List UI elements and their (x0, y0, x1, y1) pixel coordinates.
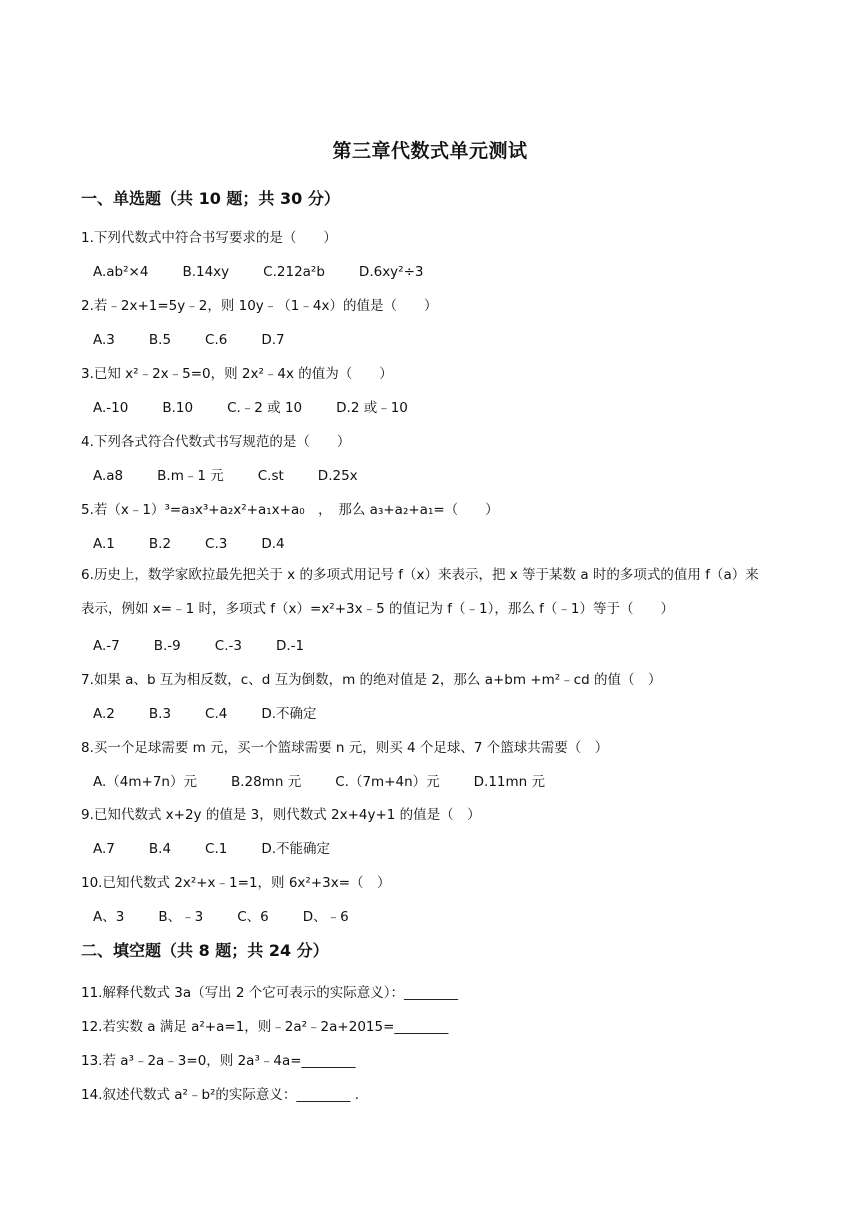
option-c: C.-3 (214, 638, 242, 654)
question-10: 10.已知代数式 2x²+x﹣1=1，则 6x²+3x=（ ） (81, 875, 391, 891)
option-d: D.2 或﹣10 (336, 400, 408, 416)
option-a: A.a8 (93, 468, 124, 484)
question-6-options (93, 636, 338, 656)
question-2: 2.若﹣2x+1=5y﹣2，则 10y﹣（1﹣4x）的值是（ ） (81, 298, 438, 314)
option-b: B.14xy (182, 264, 230, 280)
option-c: C.4 (205, 706, 228, 722)
option-c: C.st (257, 468, 284, 484)
option-c: C.（7m+4n）元 (335, 774, 440, 790)
question-13: 13.若 a³﹣2a﹣3=0，则 2a³﹣4a=________ (81, 1053, 356, 1069)
option-d: D.7 (261, 332, 285, 348)
option-b: B、﹣3 (158, 909, 204, 925)
question-7-options (93, 704, 351, 724)
option-a: A.1 (93, 536, 115, 552)
question-5: 5.若（x﹣1）³=a₃x³+a₂x²+a₁x+a₀ ， 那么 a₃+a₂+a₁=（ ） (81, 502, 499, 518)
option-b: B.5 (148, 332, 172, 348)
question-9-options (93, 839, 364, 859)
option-d: D、﹣6 (302, 909, 349, 925)
option-d: D.-1 (275, 638, 305, 654)
question-8-options (93, 772, 579, 792)
option-a: A.-7 (93, 638, 120, 654)
section-heading-single-choice: 一、单选题（共 10 题；共 30 分） (81, 189, 340, 208)
option-d: D.11mn 元 (473, 774, 546, 790)
option-b: B.3 (148, 706, 172, 722)
option-a: A.3 (93, 332, 115, 348)
question-14: 14.叙述代数式 a²﹣b²的实际意义：________ . (81, 1087, 360, 1103)
question-3-options (93, 398, 442, 418)
option-c: C.﹣2 或 10 (227, 400, 303, 416)
option-a: A.ab²×4 (93, 264, 149, 280)
question-10-options (93, 907, 383, 927)
option-d: D.6xy²÷3 (358, 264, 424, 280)
question-8: 8.买一个足球需要 m 元，买一个篮球需要 n 元，则买 4 个足球、7 个篮球共需要（ ） (81, 740, 609, 756)
option-b: B.4 (148, 841, 172, 857)
question-7: 7.如果 a、b 互为相反数，c、d 互为倒数，m 的绝对值是 2，那么 a+bm +m²﹣cd 的值（ ） (81, 672, 662, 688)
option-b: B.m﹣1 元 (157, 468, 224, 484)
question-4: 4.下列各式符合代数式书写规范的是（ ） (81, 434, 351, 450)
question-12: 12.若实数 a 满足 a²+a=1，则﹣2a²﹣2a+2015=________ (81, 1019, 449, 1035)
question-3: 3.已知 x²﹣2x﹣5=0，则 2x²﹣4x 的值为（ ） (81, 366, 393, 382)
option-b: B.10 (162, 400, 194, 416)
question-4-options (93, 466, 392, 486)
option-c: C.6 (205, 332, 228, 348)
section-heading-fill-blank: 二、填空题（共 8 题；共 24 分） (81, 941, 329, 960)
option-a: A.-10 (93, 400, 129, 416)
option-d: D.25x (317, 468, 358, 484)
option-a: A.7 (93, 841, 115, 857)
option-d: D.4 (261, 536, 285, 552)
page-title: 第三章代数式单元测试 (332, 140, 528, 162)
question-11: 11.解释代数式 3a（写出 2 个它可表示的实际意义）：________ (81, 985, 459, 1001)
option-b: B.28mn 元 (231, 774, 302, 790)
option-a: A、3 (93, 909, 125, 925)
question-2-options (93, 330, 319, 350)
question-1-options (93, 262, 458, 282)
option-d: D.不能确定 (261, 841, 331, 857)
option-c: C.3 (205, 536, 228, 552)
question-9: 9.已知代数式 x+2y 的值是 3，则代数式 2x+4y+1 的值是（ ） (81, 807, 481, 823)
option-d: D.不确定 (261, 706, 317, 722)
question-1: 1.下列代数式中符合书写要求的是（ ） (81, 230, 337, 246)
option-a: A.2 (93, 706, 115, 722)
question-5-options (93, 534, 319, 554)
option-b: B.2 (148, 536, 172, 552)
option-c: C.212a²b (263, 264, 325, 280)
option-a: A.（4m+7n）元 (93, 774, 197, 790)
option-c: C、6 (237, 909, 269, 925)
option-b: B.-9 (153, 638, 181, 654)
option-c: C.1 (205, 841, 228, 857)
question-6: 6.历史上，数学家欧拉最先把关于 x 的多项式用记号 f（x）来表示，把 x 等于某数 a 时的多项式的值用 f（a）来表示，例如 x=﹣1 时，多项式 f（x）=x²+3x﹣5 的值记为 f（﹣1），那么 f（﹣1）等于（ ） (81, 567, 759, 617)
